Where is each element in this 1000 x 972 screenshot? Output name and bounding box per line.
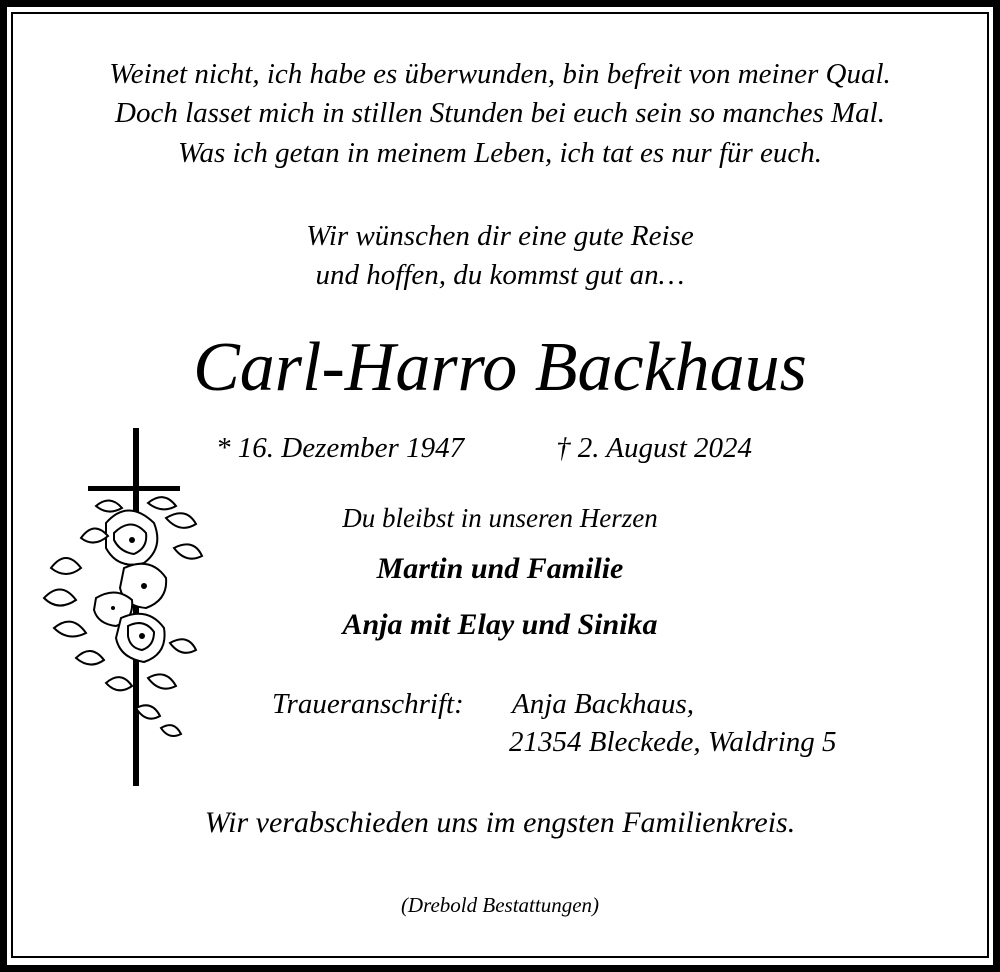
cross-with-roses-icon xyxy=(36,428,206,788)
mourner-line-1: Martin und Familie xyxy=(376,552,624,585)
poem-line-2: Doch lasset mich in stillen Stunden bei euch sein so manches Mal. xyxy=(115,97,885,129)
address-label: Traueranschrift: xyxy=(272,688,464,720)
address-name: Anja Backhaus, xyxy=(512,688,695,720)
mourner-line-2: Anja mit Elay und Sinika xyxy=(342,608,658,641)
farewell-message: Du bleibst in unseren Herzen xyxy=(342,503,658,533)
death-date: † 2. August 2024 xyxy=(556,432,753,464)
wish-line-2: und hoffen, du kommst gut an… xyxy=(315,259,685,291)
undertaker: (Drebold Bestattungen) xyxy=(400,893,600,917)
closing-note: Wir verabschieden uns im engsten Familienkreis. xyxy=(204,806,796,839)
address-street: 21354 Bleckede, Waldring 5 xyxy=(509,726,837,758)
birth-date: * 16. Dezember 1947 xyxy=(216,432,465,464)
wish-line-1: Wir wünschen dir eine gute Reise xyxy=(306,220,694,252)
deceased-name: Carl-Harro Backhaus xyxy=(193,329,807,406)
poem-line-3: Was ich getan in meinem Leben, ich tat es nur für euch. xyxy=(177,137,823,169)
poem-line-1: Weinet nicht, ich habe es überwunden, bin befreit von meiner Qual. xyxy=(109,58,891,90)
